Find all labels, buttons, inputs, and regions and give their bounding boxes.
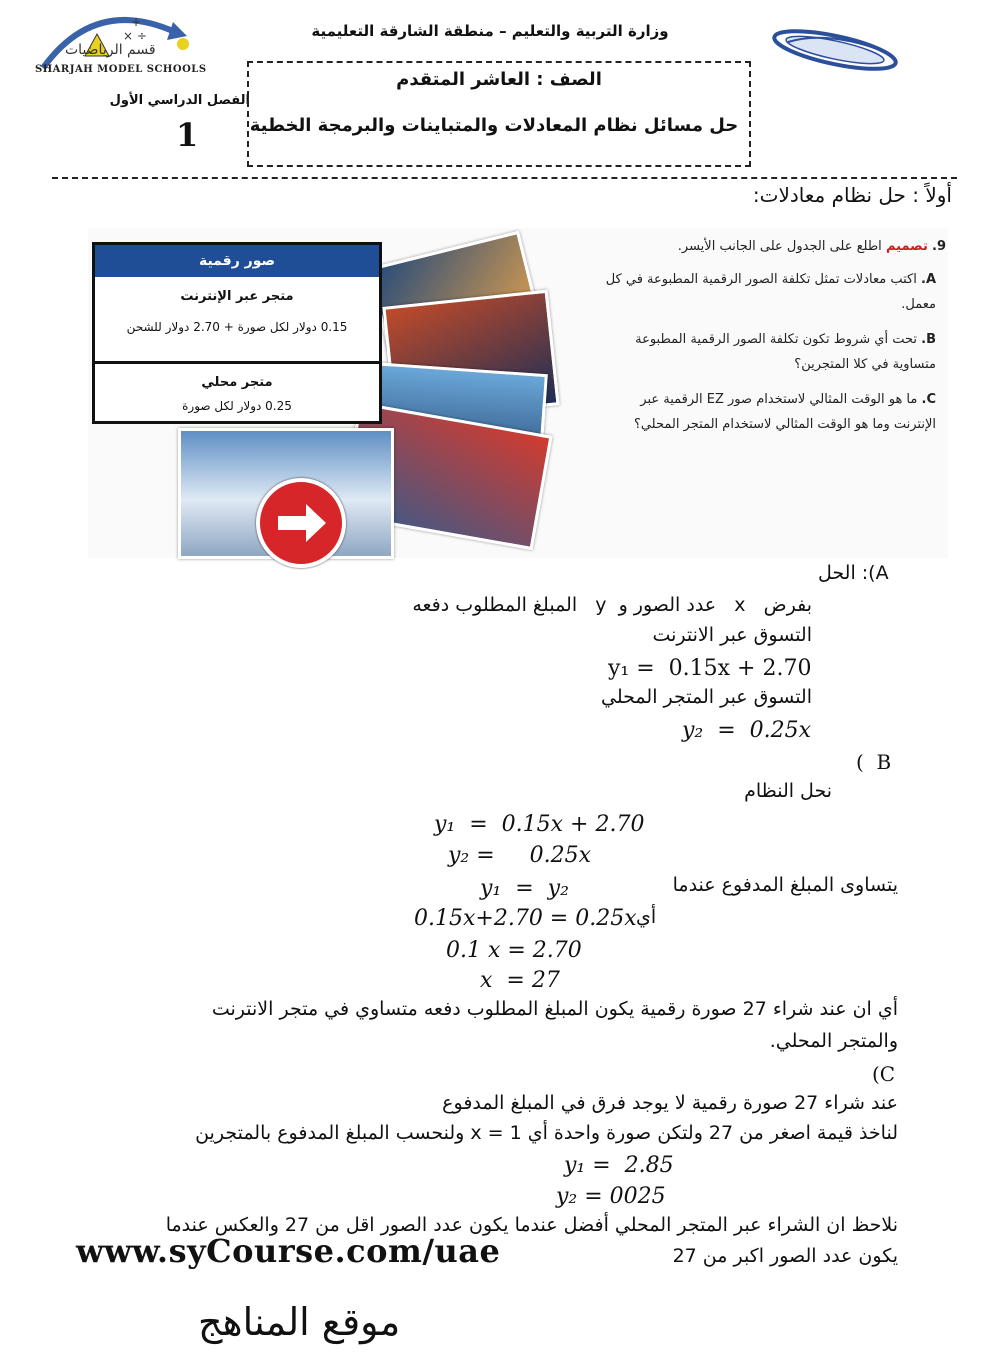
red-arrow-sign-icon: [256, 478, 346, 568]
solve-system-label: نحل النظام: [744, 780, 832, 802]
site-url-link[interactable]: www.syCourse.com/uae: [76, 1232, 501, 1270]
term-number: 1: [176, 116, 199, 154]
local-shopping-label: التسوق عبر المتجر المحلي: [601, 686, 812, 708]
c-note2: يكون عدد الصور اكبر من 27: [672, 1245, 898, 1267]
ministry-title: وزارة التربية والتعليم – منطقة الشارقة التعليمية: [311, 22, 669, 40]
problem-intro: [596, 234, 946, 259]
problem-figure: [88, 228, 948, 558]
problem-part-a: [596, 267, 946, 317]
system-eq2: y₂ = 0.25x: [448, 843, 592, 868]
pricing-table: [92, 242, 382, 424]
problem-part-b: [596, 327, 946, 377]
equation-local: y₂ = 0.25x: [682, 718, 812, 743]
system-eq5: 0.1 x = 2.70: [446, 938, 582, 963]
part-letter: B.: [921, 332, 936, 347]
assumption-line: بفرض x عدد الصور و y المبلغ المطلوب دفعه: [412, 594, 812, 616]
equal-payment-label: يتساوى المبلغ المدفوع عندما: [672, 874, 898, 896]
online-shopping-label: التسوق عبر الانترنت: [652, 624, 812, 646]
part-letter: A.: [920, 272, 936, 287]
header-box: [247, 61, 751, 167]
system-eq3: y₁ = y₂: [480, 876, 569, 901]
problem-intro-text: اطلع على الجدول على الجانب الأيسر.: [677, 239, 882, 254]
c-eq1: y₁ = 2.85: [564, 1153, 674, 1178]
part-a-label: الحل :(A: [818, 562, 889, 584]
part-c-label: (C: [872, 1062, 896, 1086]
system-eq1: y₁ = 0.15x + 2.70: [434, 812, 645, 837]
system-eq4: 0.15x+2.70 = 0.25x: [414, 906, 637, 931]
meaning-word: أي: [636, 906, 657, 928]
part-b-label: B ): [856, 750, 892, 774]
conclusion-line2: والمتجر المحلي.: [769, 1030, 898, 1052]
right-logo: [768, 22, 903, 78]
section-title: أولاً : حل نظام معادلات:: [752, 183, 952, 207]
logo-caption: SHARJAH MODEL SCHOOLS: [35, 64, 207, 75]
online-store-price: 0.15 دولار لكل صورة + 2.70 دولار للشحن: [126, 320, 348, 334]
c-eq2: y₂ = 0025: [556, 1184, 666, 1209]
term-label: الفصل الدراسي الأول: [109, 93, 250, 108]
site-arabic-name: موقع المناهج: [198, 1300, 401, 1344]
lesson-title: حل مسائل نظام المعادلات والمتباينات والبرمجة الخطية: [249, 115, 739, 136]
c-note1: نلاحظ ان الشراء عبر المتجر المحلي أفضل عندما يكون عدد الصور اقل من 27 والعكس عندما: [165, 1214, 898, 1236]
table-divider: [95, 361, 379, 364]
left-logo: [35, 6, 207, 80]
header-divider: [52, 177, 957, 179]
pricing-table-header: صور رقمية: [95, 245, 379, 277]
problem-keyword: تصميم: [885, 239, 928, 254]
grade-title: الصف : العاشر المتقدم: [396, 69, 602, 90]
conclusion-line1: أي ان عند شراء 27 صورة رقمية يكون المبلغ المطلوب دفعه متساوي في متجر الانترنت: [211, 998, 898, 1020]
part-letter: C.: [921, 392, 936, 407]
part-text: تحت أي شروط تكون تكلفة الصور الرقمية المطبوعة متساوية في كلا المتجرين؟: [635, 332, 936, 372]
equation-online: y₁ = 0.15x + 2.70: [608, 656, 812, 681]
problem-part-c: [596, 387, 946, 437]
svg-text:× ÷: × ÷: [123, 29, 147, 43]
c-line2: لناخذ قيمة اصغر من 27 ولتكن صورة واحدة أي x = 1 ولنحسب المبلغ المدفوع بالمتجرين: [195, 1122, 898, 1144]
part-text: اكتب معادلات تمثل تكلفة الصور الرقمية المطبوعة في كل معمل.: [605, 272, 936, 312]
local-store-title: متجر محلي: [201, 375, 273, 390]
c-line1: عند شراء 27 صورة رقمية لا يوجد فرق في المبلغ المدفوع: [442, 1092, 898, 1114]
online-store-title: متجر عبر الإنترنت: [180, 289, 294, 304]
problem-text: [596, 234, 946, 437]
logo-arabic-text: قسم الرياضيات: [65, 42, 156, 58]
local-store-price: 0.25 دولار لكل صورة: [182, 399, 292, 413]
svg-text:+: +: [131, 15, 142, 29]
system-eq6: x = 27: [480, 968, 560, 993]
part-text: ما هو الوقت المثالي لاستخدام صور EZ الرقمية عبر الإنترنت وما هو الوقت المثالي لاستخدام المتجر المحلي؟: [633, 392, 936, 432]
school-emblem-icon: [768, 22, 903, 78]
problem-number: 9.: [932, 239, 946, 254]
